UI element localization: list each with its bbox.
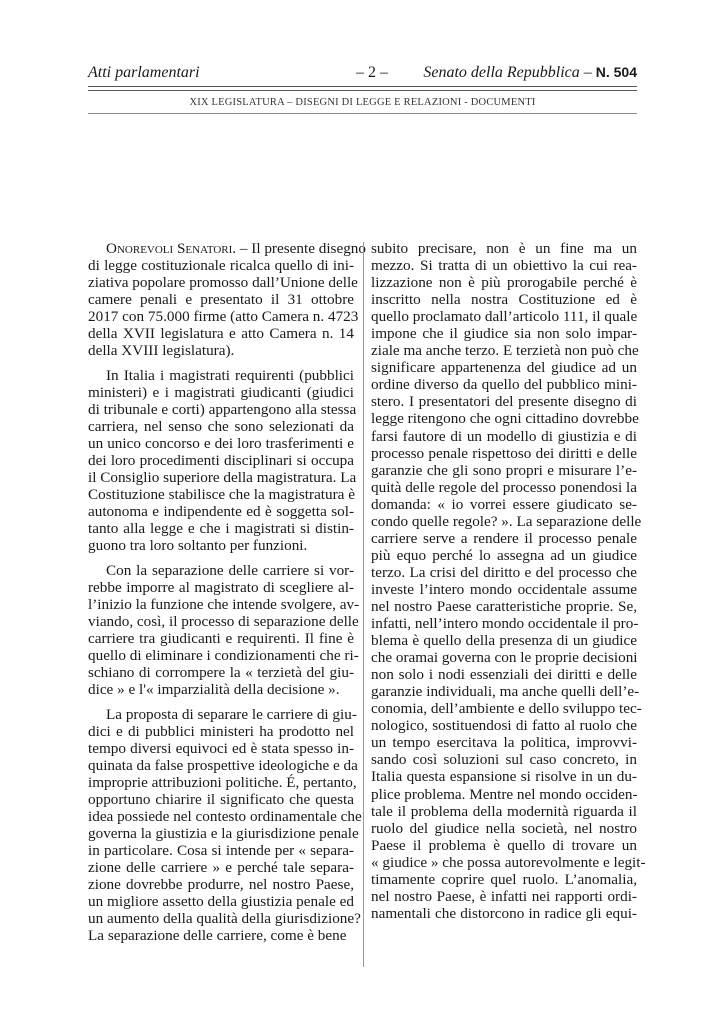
text-line: Onorevoli Senatori. – Il presente disegno	[106, 240, 366, 257]
text-line: carriera, nel senso che sono selezionati da	[88, 417, 354, 435]
text-line: ziativa popolare promosso dall’Unione delle	[88, 274, 358, 292]
text-line: ordine diverso da quello del pubblico mini-	[371, 376, 637, 394]
text-line: Italia questa espansione si risolve in un du-	[371, 768, 637, 786]
salutation: Onorevoli Senatori.	[106, 240, 237, 257]
text-line: viando, così, il processo di separazione delle	[88, 612, 359, 630]
text-line: autonoma e indipendente ed è soggetta sol-	[88, 503, 354, 521]
text-line: inscritto nella nostra Costituzione ed è	[371, 291, 637, 309]
text-line: dice » e l'« imparzialità della decisione ».	[88, 681, 340, 699]
text-line: nel nostro Paese, è infatti nei rapporti ordi-	[371, 887, 637, 905]
text-line: rebbe imporre al magistrato di scegliere al-	[88, 578, 354, 596]
text-line: domanda: « io vorrei essere giudicato se-	[371, 495, 637, 513]
text-line: in particolare. Cosa si intende per « separa-	[88, 842, 354, 860]
text-line: nel nostro Paese caratteristiche proprie. Se,	[371, 597, 637, 615]
text-line: tanto alla legge e che i magistrati si distin-	[88, 520, 354, 538]
paragraph-gap	[88, 359, 354, 367]
text-line: infatti, nell’intero mondo occidentale il pro-	[371, 615, 639, 633]
text-line: il Consiglio superiore della magistratura. La	[88, 469, 357, 487]
text-line: impone che il giudice sia non solo impar-	[371, 325, 637, 343]
text-line: garanzie che gli sono propri e misurare l’e-	[371, 461, 637, 479]
text-line: ministeri) e i magistrati giudicanti (giudici	[88, 383, 354, 401]
text-line: Con la separazione delle carriere si vor-	[106, 561, 354, 579]
text-line: 2017 con 75.000 firme (atto Camera n. 4723	[88, 308, 359, 326]
text-line: schiano di corrompere la « terzietà del giu-	[88, 664, 354, 682]
text-line: subito precisare, non è un fine ma un	[371, 240, 637, 257]
text-line: della XVII legislatura e atto Camera n. 14	[88, 325, 354, 343]
text-line: investe l’intero mondo occidentale assume	[371, 580, 637, 598]
text-line: un tempo esercitava la politica, improvvi-	[371, 734, 637, 752]
text-line: di tribunale e corti) appartengono alla stessa	[88, 400, 357, 418]
paragraph-gap	[88, 554, 354, 562]
text-line: La separazione delle carriere, come è bene	[88, 927, 347, 945]
text-line: sando così soluzioni sul caso concreto, in	[371, 751, 637, 769]
header-double-rule	[88, 86, 637, 91]
text-line: garanzie individuali, ma anche quelli dell’e-	[371, 683, 640, 701]
text-line: legge ritengono che ogni cittadino dovrebbe	[371, 410, 639, 428]
text-line: un unico concorso e dei loro trasferimenti e	[88, 435, 354, 453]
paragraph	[88, 240, 366, 360]
text-line: un aumento della qualità della giurisdizione?	[88, 910, 361, 928]
text-line: quello proclamato dall’articolo 111, il quale	[371, 308, 638, 326]
text-line: stero. I presentatori del presente disegno di	[371, 393, 637, 411]
text-line: Costituzione stabilisce che la magistratura è	[88, 486, 355, 504]
text-line: La proposta di separare le carriere di giu-	[106, 705, 357, 723]
text-line: idea possiede nel contesto ordinamentale che	[88, 808, 362, 825]
text-line: terzo. La crisi del diritto e del processo che	[371, 563, 637, 581]
text-line: zione delle carriere » e perché tale separa-	[88, 859, 354, 877]
text-line: « giudice » che possa autorevolmente e legit-	[371, 853, 646, 871]
text-line: Paese il problema è quello di trovare un	[371, 836, 637, 854]
text-line: ruolo del giudice nella società, nel nostro	[371, 819, 637, 837]
text-line: timamente coprire quel ruolo. L’anomalia,	[371, 870, 637, 888]
text-line: lizzazione non è più prorogabile perché è	[371, 274, 637, 292]
paragraph	[88, 705, 362, 945]
text-line: un migliore assetto della giustizia penale ed	[88, 893, 354, 911]
paragraph	[88, 366, 357, 555]
running-header	[88, 64, 637, 84]
text-line: quinata da false prospettive ideologiche e da	[88, 756, 358, 774]
right-column	[371, 240, 646, 922]
paragraph	[88, 561, 360, 699]
text-line: di legge costituzionale ricalca quello di ini-	[88, 257, 354, 275]
column-divider	[363, 242, 364, 967]
text-line: condo quelle regole? ». La separazione delle	[371, 512, 642, 530]
text-line: mezzo. Si tratta di un obiettivo la cui rea-	[371, 257, 637, 275]
page-number: – 2 –	[356, 64, 388, 81]
text-line: dei loro procedimenti disciplinari si occupa	[88, 452, 354, 470]
text-line: ziale ma anche terzo. E terzietà non può che	[371, 342, 639, 360]
text-line: camere penali e presentato il 31 ottobre	[88, 291, 354, 309]
header-institution	[423, 64, 637, 82]
text-line: plice problema. Mentre nel mondo occiden-	[371, 785, 638, 803]
document-number: N. 504	[595, 64, 637, 80]
text-line: opportuno chiarire il significato che questa	[88, 790, 354, 808]
left-column	[88, 240, 366, 945]
text-line: non solo i nodi essenziali dei diritti e delle	[371, 666, 637, 684]
text-line: carriere tra giudicanti e requirenti. Il fine è	[88, 630, 354, 648]
header-subtitle: XIX LEGISLATURA – DISEGNI DI LEGGE E RELAZIONI - DOCUMENTI	[189, 97, 536, 108]
text-line: nologico, sostituendosi di fatto al ruolo che	[371, 717, 637, 735]
text-line: farsi fautore di un modello di giustizia e di	[371, 427, 637, 445]
text-line: guono tra loro soltanto per funzioni.	[88, 537, 308, 555]
text-line: che oramai governa con le proprie decisioni	[371, 649, 638, 667]
text-line: quità delle regole del processo ponendosi la	[371, 478, 637, 496]
text-line: l’inizio la funzione che intende svolgere, av-	[88, 595, 360, 613]
paragraph-gap	[88, 698, 354, 706]
text-line: significare appartenenza del giudice ad un	[371, 359, 637, 377]
text-line: più equo perché lo assegna ad un giudice	[371, 546, 637, 564]
text-line: improprie attribuzioni politiche. É, pertanto,	[88, 773, 357, 791]
text-line: tale il problema della modernità riguarda il	[371, 802, 637, 820]
text-line: blema è quello della presenza di un giudice	[371, 632, 637, 650]
header-senate: Senato della Repubblica –	[423, 64, 592, 81]
text-line: dici e di pubblici ministeri ha prodotto nel	[88, 722, 354, 740]
text-line: zione dovrebbe produrre, nel nostro Paese,	[88, 876, 354, 894]
text-line: carriere serve a rendere il processo penale	[371, 529, 637, 547]
text-line: processo penale rispettoso dei diritti e delle	[371, 444, 637, 462]
header-rule	[88, 113, 637, 114]
text-line: quello di eliminare i condizionamenti che ri-	[88, 647, 359, 665]
text-line: tempo diversi equivoci ed è stata spesso in-	[88, 739, 354, 757]
text-line: namentali che distorcono in radice gli equi-	[371, 904, 637, 922]
text-line: governa la giustizia e la giurisdizione penale	[88, 825, 359, 843]
text-line: conomia, dell’ambiente e dello sviluppo tec-	[371, 700, 642, 718]
text-line: In Italia i magistrati requirenti (pubblici	[106, 366, 354, 384]
text-line: della XVIII legislatura).	[88, 342, 235, 360]
header-publication: Atti parlamentari	[88, 64, 200, 81]
